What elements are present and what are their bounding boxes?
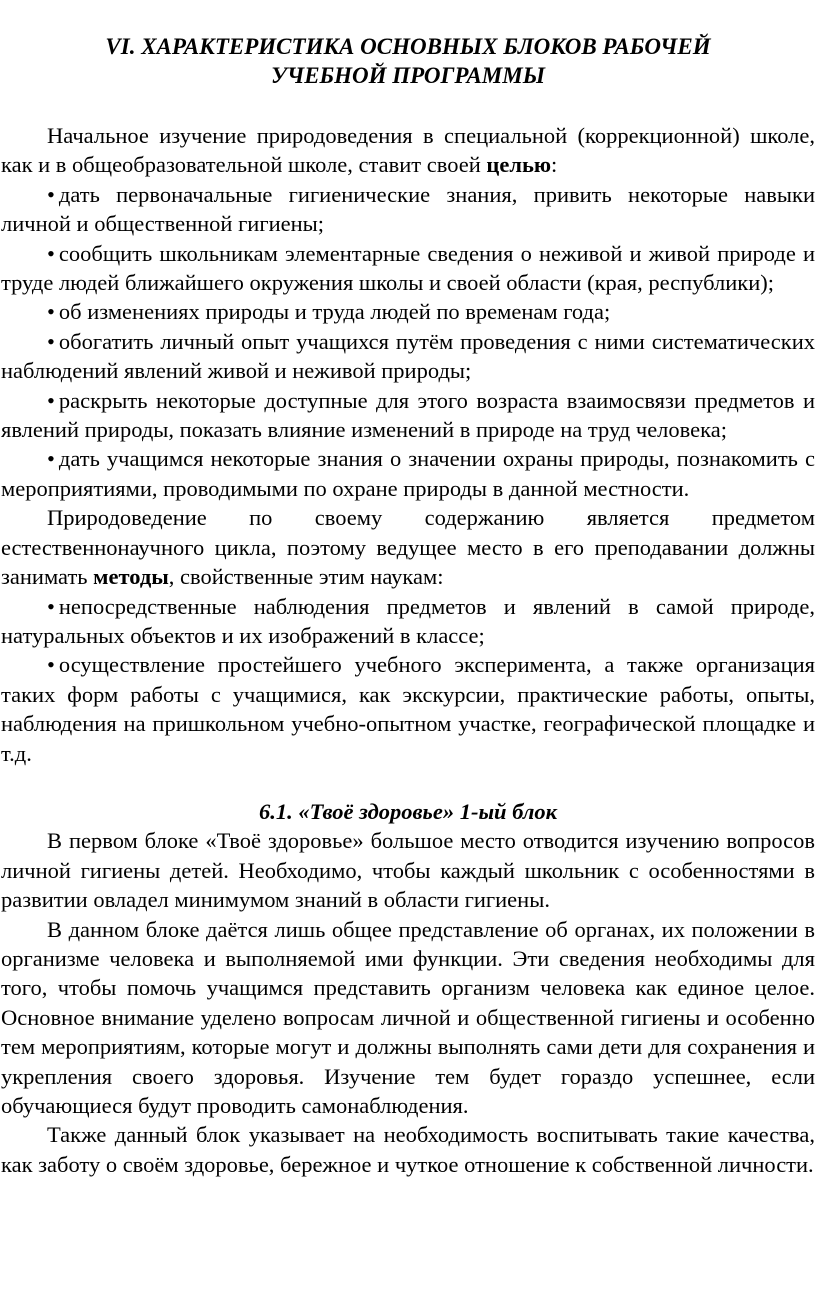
goal-item	[1, 297, 815, 326]
section-heading: 6.1. «Твоё здоровье» 1-ый блок	[258, 798, 558, 824]
goal-text: дать первоначальные гигиенические знания, привить некоторые навыки личной и общественной гигиены;	[1, 181, 815, 237]
bullet-icon: •	[47, 387, 55, 413]
method-item	[1, 592, 815, 651]
goal-text: раскрыть некоторые доступные для этого возраста взаимосвязи предметов и явлений природы, показать влияние изменений в природе на труд человека;	[1, 387, 815, 443]
goal-text: дать учащимся некоторые знания о значении охраны природы, познакомить с мероприятиями, проводимыми по охране природы в данной местности.	[1, 446, 815, 501]
bullet-icon: •	[47, 328, 55, 354]
goal-text: об изменениях природы и труда людей по временам года;	[58, 299, 611, 325]
goal-item	[1, 386, 815, 445]
bullet-icon: •	[47, 593, 55, 619]
method-text: непосредственные наблюдения предметов и явлений в самой природе, натуральных объектов и их изображений в классе;	[1, 593, 815, 648]
goal-item	[1, 327, 815, 386]
page-title-line-2: УЧЕБНОЙ ПРОГРАММЫ	[270, 63, 545, 88]
page-title	[1, 32, 815, 90]
bullet-icon: •	[47, 299, 55, 325]
intro-bold-term: целью	[486, 152, 552, 178]
methods-intro-tail: , свойственные этим наукам:	[168, 564, 444, 590]
method-item	[1, 650, 815, 768]
bullet-icon: •	[47, 652, 55, 678]
methods-paragraph	[1, 503, 815, 591]
section-paragraph: В данном блоке даётся лишь общее представление об органах, их положении в организме человека и выполняемой ими функции. Эти сведения необходимы для того, чтобы помочь учащимся представить организм человека как единое целое. Основное внимание уделено вопросам личной и общественной гигиены и особенно тем мероприятиям, которые могут и должны выполнять сами дети для сохранения и укрепления своего здоровья. Изучение тем будет гораздо успешнее, если обучающиеся будут проводить самонаблюдения.	[1, 916, 815, 1118]
methods-intro-text: Природоведение по своему содержанию является предметом естественнонаучного цикла, поэтому ведущее место в его преподавании должны занимать	[1, 505, 815, 590]
goal-text: обогатить личный опыт учащихся путём проведения с ними систематических наблюдений явлений живой и неживой природы;	[1, 328, 815, 384]
goal-text: сообщить школьникам элементарные сведения о неживой и живой природе и труде людей ближайшего окружения школы и своей области (края, республики);	[1, 240, 815, 296]
intro-colon: :	[551, 152, 558, 178]
intro-paragraph	[1, 121, 815, 180]
goal-item	[1, 239, 815, 298]
section-paragraph: Также данный блок указывает на необходимость воспитывать такие качества, как заботу о своём здоровье, бережное и чуткое отношение к собственной личности.	[1, 1122, 815, 1177]
bullet-icon: •	[47, 240, 55, 266]
methods-bold-term: методы	[93, 564, 169, 590]
goal-item	[1, 180, 815, 239]
intro-text: Начальное изучение природоведения в специальной (коррекционной) школе, как и в общеобразовательной школе, ставит своей	[1, 123, 815, 178]
bullet-icon: •	[47, 181, 55, 207]
page-title-line-1: VI. ХАРАКТЕРИСТИКА ОСНОВНЫХ БЛОКОВ РАБОЧЕЙ	[105, 34, 711, 59]
section-paragraph: В первом блоке «Твоё здоровье» большое место отводится изучению вопросов личной гигиены детей. Необходимо, чтобы каждый школьник с особенностями в развитии овладел минимумом знаний в области гигиены.	[1, 828, 815, 913]
bullet-icon: •	[47, 446, 55, 472]
method-text: осуществление простейшего учебного эксперимента, а также организация таких форм работы с учащимися, как экскурсии, практические работы, опыты, наблюдения на пришкольном учебно-опытном участке, географической площадке и т.д.	[1, 652, 815, 766]
goal-item	[1, 444, 815, 503]
